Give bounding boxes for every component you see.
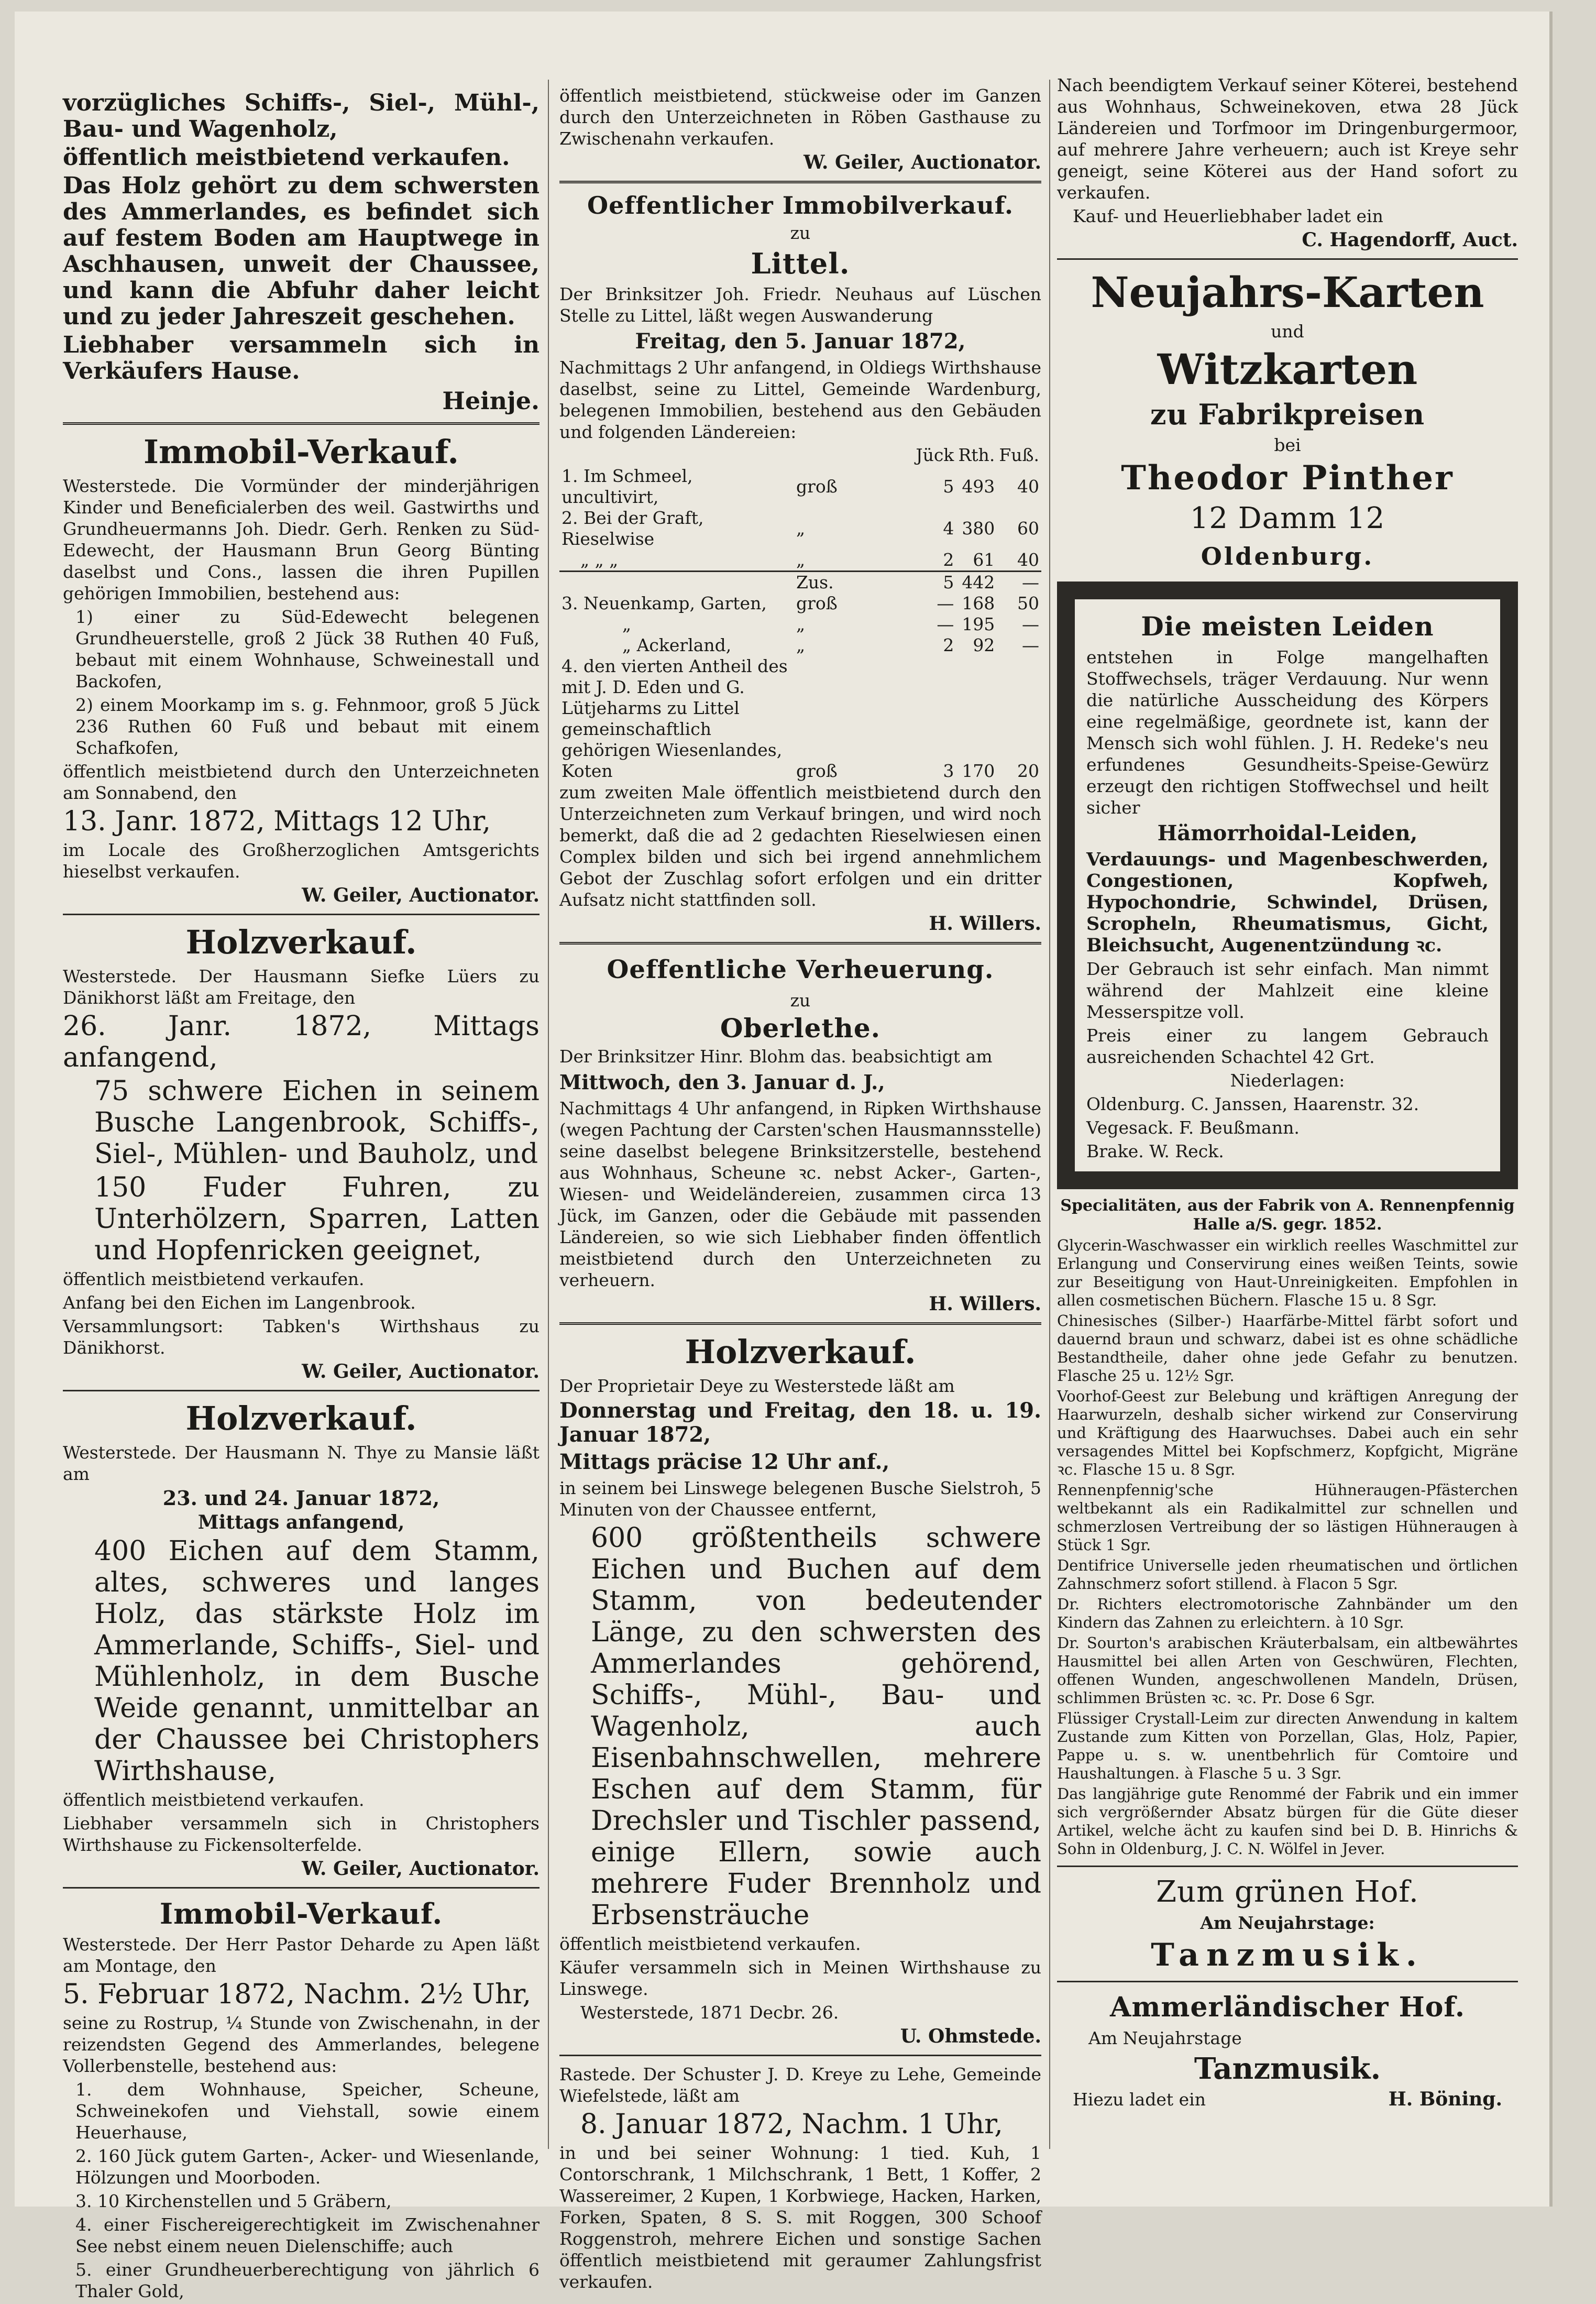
signature: H. Böning. [1388,2088,1502,2110]
ad-time: Mittags anfangend, [197,1511,405,1533]
divider [63,1887,540,1889]
divider [1057,1981,1518,1982]
table-cell: groß [796,761,838,781]
table-cell: 170 [962,761,995,781]
table-header-cell: Jück [916,445,954,465]
venue-footer [1057,2089,1518,2112]
ad-body: Westerstede. Die Vormünder der minderjährigen Kinder und Beneficialerben des weil. Gastwirths und Grundheuermanns Joh. Diedr. Gerh. Renken zu Süd-Edewecht, der Hausmann Brun Georg Bünting daselbst und Cons., lassen die ihren Pupillen gehörigen Immobilien, bestehend aus: [63,476,540,604]
ad-body: zum zweiten Male öffentlich meistbietend durch den Unterzeichneten zum Verkauf bringen, und wird noch bemerkt, daß die ad 2 gedachten Rieselwiesen einen Complex bilden und sich bei irgend annehmlichem Gebot der Zuschlag sofort erfolgen und ein dritter Aufsatz nicht stattfinden soll. [559,782,1041,910]
ad-body: Niederlagen: [1230,1070,1345,1091]
signature: Heinje. [442,387,540,415]
ad-text: 600 größtentheils schwere Eichen und Buchen auf dem Stamm, von bedeutender Länge, zu den schwersten des Ammerlandes gehörend, Schiffs-, Mühl-, Bau- und Wagenholz, auch Eisenbahnschwellen, mehrere Eschen auf dem Stamm, für Drechsler und Tischler passend, einige Ellern, sowie auch mehrere Fuder Brennholz und Erbsensträuche [591,1522,1041,1931]
ad-body: Westerstede. Der Herr Pastor Deharde zu Apen läßt am Montage, den [63,1934,540,1976]
ad-body: öffentlich meistbietend, stückweise oder im Ganzen durch den Unterzeichneten in Röben Gasthause zu Zwischenahn verkaufen. [559,85,1041,149]
ad-zu: zu [790,990,811,1011]
table-cell: — [937,614,954,634]
ad-body: öffentlich meistbietend verkaufen. [63,1269,365,1289]
divider [559,942,1041,945]
ad-body: Verdauungs- und Magenbeschwerden, Congestionen, Kopfweh, Hypochondrie, Schwindel, Drüsen, Scropheln, Rheumatismus, Gicht, Bleichsucht, Augenentzündung ꝛc. [1086,849,1489,956]
intro-line: vorzügliches Schiffs-, Siel-, Mühl-, Bau- und Wagenholz, [63,90,540,142]
divider [559,181,1041,183]
ad-item: 2. 160 Jück gutem Garten-, Acker- und Wiesenlande, Hölzungen und Moorboden. [75,2146,540,2188]
ad-line: 150 Fuder Fuhren, zu Unterhölzern, Sparren, Latten und Hopfenricken geeignet, [94,1172,540,1266]
ad-body: entstehen in Folge mangelhaften Stoffwechsels, träger Verdauung. Nur wenn die natürliche Ausscheidung des Körpers eine regelmäßige, geordnete ist, kann der Mensch sich wohl fühlen. J. H. Redeke's neu erfundenes Gesundheits-Speise-Gewürz erzeugt den richtigen Stoffwechsel und heilt sicher [1086,647,1489,818]
ad-date: Mittwoch, den 3. Januar d. J., [559,1070,885,1094]
ad-body: Nachmittags 4 Uhr anfangend, in Ripken Wirthshause (wegen Pachtung der Carsten'schen Hausmannsstelle) seine daselbst belegene Brinksitzerstelle, bestehend aus Wohnhaus, Scheune ꝛc. nebst Acker-, Garten-, Wiesen- und Weideländereien, zusammen circa 13 Jück, im Ganzen, oder die Gebäude mit passenden Ländereien, so wie sich Liebhaber finden öffentlich meistbietend durch den Unterzeichneten zu verheuern. [559,1098,1041,1290]
ad-body: Der Gebrauch ist sehr einfach. Man nimmt während der Mahlzeit eine kleine Messerspitze voll. [1086,959,1489,1022]
column-1 [63,90,540,2304]
table-row [559,550,1041,572]
divider [63,914,540,915]
table-row [559,635,1041,656]
cards-prices: zu Fabrikpreisen [1150,398,1425,431]
table-cell: Zus. [796,572,834,593]
table-cell: „ [796,635,806,655]
divider [1057,1866,1518,1867]
table-cell: 61 [973,550,995,570]
table-cell: 2. Bei der Graft, Rieselwise [562,508,704,549]
table-cell: „ „ „ [580,550,619,570]
spec-item: Flüssiger Crystall-Leim zur directen Anwendung in kaltem Zustande zum Kitten von Porzellan, Glas, Holz, Papier, Pappe u. s. w. unentbehrlich für Comtoire und Haushaltungen. à Flasche 5 u. 3 Sgr. [1057,1709,1518,1782]
signature: C. Hagendorff, Auct. [1302,229,1518,251]
table-cell: „ [622,614,632,634]
table-cell: 3. Neuenkamp, Garten, [562,593,767,613]
ad-body: Nach beendigtem Verkauf seiner Köterei, bestehend aus Wohnhaus, Schweinekoven, etwa 28 Jück Ländereien und Torfmoor im Dringenburgermoor, auf mehrere Jahre verheuern; auch ist Kreye sehr geneigt, seine Köterei aus der Hand sofort zu verkaufen. [1057,75,1518,203]
ad-date: 26. Janr. 1872, Mittags anfangend, [63,1011,540,1073]
table-cell: 3 [943,761,954,781]
ad-title: Holzverkauf. [685,1333,916,1371]
table-cell: 5 [943,476,954,497]
ad-body: öffentlich meistbietend durch den Unterzeichneten am Sonnabend, den [63,761,540,803]
ad-item: 2) einem Moorkamp im s. g. Fehnmoor, groß 5 Jück 236 Ruthen 60 Fuß und bebaut mit einem Schafkofen, [75,695,540,758]
signature: W. Geiler, Auctionator. [302,1361,540,1383]
table-cell: 442 [962,572,995,593]
ad-body: Anfang bei den Eichen im Langenbrook. [63,1292,416,1313]
ad-time: Mittags präcise 12 Uhr anf., [559,1450,890,1474]
ad-date: Donnerstag und Freitag, den 18. u. 19. Januar 1872, [559,1398,1041,1447]
ad-body: Preis einer zu langem Gebrauch ausreichenden Schachtel 42 Grt. [1086,1025,1489,1067]
ad-date: 5. Februar 1872, Nachm. 2½ Uhr, [63,1979,532,2010]
divider [559,2055,1041,2056]
ad-body: Liebhaber versammeln sich in Christophers Wirthshause zu Fickensolterfelde. [63,1813,540,1855]
table-cell: 4 [943,518,954,539]
ad-body: in seinem bei Linswege belegenen Busche Sielstroh, 5 Minuten von der Chaussee entfernt, [559,1478,1041,1520]
table-row [559,656,1041,782]
table-cell: 2 [943,550,954,570]
ad-body: Westerstede. Der Hausmann N. Thye zu Mansie läßt am [63,1442,540,1484]
table-cell [559,572,794,594]
table-row [559,614,1041,635]
table-cell: — [1022,614,1039,634]
land-table [559,445,1041,782]
cards-company: Theodor Pinther [1121,458,1454,498]
spec-item: Voorhof-Geest zur Belebung und kräftigen Anregung der Haarwurzeln, deshalb sicher wirkend zur Conservirung und Kräftigung des Haarwuchses. Dabei auch ein sehr versagendes Mittel bei Kopfschmerz, Kopfgicht, Migräne ꝛc. Flasche 15 u. 8 Sgr. [1057,1387,1518,1478]
divider [63,1390,540,1391]
divider [1057,258,1518,260]
table-row [559,593,1041,614]
ad-item: 1. dem Wohnhause, Speicher, Scheune, Schweinekofen und Viehstall, sowie einem Heuerhause, [75,2079,540,2143]
table-cell: 50 [1017,593,1039,613]
ad-place: Oberlethe. [720,1013,881,1044]
column-divider [1049,80,1050,2149]
intro-line: Das Holz gehört zu dem schwersten des Ammerlandes, es befindet sich auf festem Boden am Hauptwege in Aschhausen, unweit der Chaussee, und kann die Abfuhr daher leicht und zu jeder Jahreszeit geschehen. [63,172,540,330]
column-2 [559,85,1041,2295]
signature: H. Willers. [929,913,1041,935]
ad-highlight: Hämorrhoidal-Leiden, [1157,821,1418,846]
table-cell: 5 [943,572,954,593]
table-cell: 20 [1017,761,1039,781]
ad-body: öffentlich meistbietend verkaufen. [63,1790,365,1810]
ad-title: Holzverkauf. [185,923,417,961]
table-cell: groß [796,593,838,613]
ad-body: öffentlich meistbietend verkaufen. [559,1934,861,1954]
ad-title: Oeffentlicher Immobilverkauf. [587,191,1014,220]
ad-outlet: Brake. W. Reck. [1086,1141,1224,1161]
ad-zu: zu [790,223,811,243]
spec-item: Dr. Richters electromotorische Zahnbänder um den Kindern das Zahnen zu erleichtern. à 10 Sgr. [1057,1595,1518,1631]
table-cell: 1. Im Schmeel, uncultivirt, [562,466,693,507]
signature: W. Geiler, Auctionator. [803,151,1041,173]
table-cell: 380 [962,518,995,539]
ad-body: in und bei seiner Wohnung: 1 tied. Kuh, 1 Contorschrank, 1 Milchschrank, 1 Bett, 1 Koffer, 2 Wassereimer, 2 Kupen, 1 Korbwiege, Hacken, Harken, Forken, Spaten, 8 S. S. mit Roggen, 300 Schoof Roggenstroh, mehrere Eichen und sonstige Sachen öffentlich meistbietend mit geraumer Zahlungsfrist verkaufen. [559,2143,1041,2292]
ad-body: Der Brinksitzer Joh. Friedr. Neuhaus auf Lüschen Stelle zu Littel, läßt wegen Auswanderung [559,284,1041,326]
ad-body: Käufer versammeln sich in Meinen Wirthshause zu Linswege. [559,1957,1041,1999]
venue-title: Ammerländischer Hof. [1110,1991,1465,2023]
cards-und: und [1271,321,1304,342]
table-cell: — [937,593,954,613]
ad-title: Die meisten Leiden [1141,611,1434,642]
ad-item: 3. 10 Kirchenstellen und 5 Gräbern, [75,2191,392,2211]
spec-item: Glycerin-Waschwasser ein wirklich reelles Waschmittel zur Erlangung und Conservirung eines weißen Teints, sowie zur Beseitigung von Haut-Unreinigkeiten. Empfohlen in allen cosmetischen Büchern. Flasche 15 u. 8 Sgr. [1057,1236,1518,1309]
ad-body: Nachmittags 2 Uhr anfangend, in Oldiegs Wirthshause daselbst, seine zu Littel, Gemeinde Wardenburg, belegenen Immobilien, bestehend aus den Gebäuden und folgenden Ländereien: [559,357,1041,442]
table-cell: 168 [962,593,995,613]
table-cell: „ Ackerland, [622,635,732,655]
table-cell: 40 [1017,476,1039,497]
table-cell: 4. den vierten Antheil des mit J. D. Eden und G. Lütjeharms zu Littel gemeinschaftlich gehörigen Wiesenlandes, Koten [562,656,788,781]
ad-date: 13. Janr. 1872, Mittags 12 Uhr, [63,806,491,837]
ad-body: Der Brinksitzer Hinr. Blohm das. beabsichtigt am [559,1046,993,1067]
cards-title: Neujahrs-Karten [1091,268,1484,317]
spec-item: Chinesisches (Silber-) Haarfärbe-Mittel färbt sofort und dauernd braun und schwarz, dabei ist es ohne schädliche Bestandtheile, daher ohne jede Gefahr zu benutzen. Flasche 25 u. 12½ Sgr. [1057,1312,1518,1385]
signature: W. Geiler, Auctionator. [302,1858,540,1880]
ad-outlet: Vegesack. F. Beußmann. [1086,1117,1300,1138]
ad-title: Immobil-Verkauf. [143,433,459,471]
venue-event: Tanzmusik. [1151,1937,1424,1973]
ad-title: Oeffentliche Verheuerung. [607,955,994,984]
ad-item: 1) einer zu Süd-Edewecht belegenen Grundheuerstelle, groß 2 Jück 38 Ruthen 40 Fuß, bebaut mit einem Wohnhause, Schweinestall und Backofen, [75,607,540,692]
table-cell: „ [796,550,806,570]
table-header-cell: Rth. [958,445,995,465]
divider [559,1322,1041,1325]
ad-outlet: Oldenburg. C. Janssen, Haarenstr. 32. [1086,1094,1419,1114]
intro-line: öffentlich meistbietend verkaufen. [63,144,510,171]
signature: W. Geiler, Auctionator. [302,884,540,906]
spec-tail: Das langjährige gute Renommé der Fabrik und ein immer sich vergrößernder Absatz bürgen für die Güte dieser Artikel, welche ächt zu kaufen sind bei D. B. Hinrichs & Sohn in Oldenburg, J. C. N. Wölfel in Jever. [1057,1785,1518,1858]
remedy-ad-box [1057,582,1518,1189]
ad-body: Kauf- und Heuerliebhaber ladet ein [1073,206,1383,226]
spec-item: Rennenpfennig'sche Hühneraugen-Pfästerchen weltbekannt als ein Radikalmittel zur schnellen und schmerzlosen Vertreibung der so lästigen Hühneraugen à Stück 1 Sgr. [1057,1481,1518,1554]
ad-body: Rastede. Der Schuster J. D. Kreye zu Lehe, Gemeinde Wiefelstede, läßt am [559,2064,1041,2106]
venue-sub: Am Neujahrstage: [1200,1913,1375,1933]
table-cell: 60 [1017,518,1039,539]
venue-sub: Am Neujahrstage [1088,2028,1242,2048]
spec-item: Dentifrice Universelle jeden rheumatischen und örtlichen Zahnschmerz sofort stillend. à Flacon 5 Sgr. [1057,1556,1518,1593]
ad-date: 8. Januar 1872, Nachm. 1 Uhr, [580,2109,1003,2140]
ad-body: Versammlungsort: Tabken's Wirthshaus zu Dänikhorst. [63,1316,540,1358]
venue-invite: Hiezu ladet ein [1073,2089,1206,2110]
ad-title: Holzverkauf. [185,1399,417,1438]
ad-item: 4. einer Fischereigerechtigkeit im Zwischenahner See nebst einem neuen Dielenschiffe; auch [75,2214,540,2256]
ad-title: Immobil-Verkauf. [159,1897,443,1930]
table-cell: 2 [943,635,954,655]
newspaper-page [15,12,1553,2301]
column-3 [1057,74,1518,2112]
table-cell: 92 [973,635,995,655]
ad-date: Freitag, den 5. Januar 1872, [635,329,966,354]
cards-address: 12 Damm 12 [1190,501,1385,535]
spec-head: Specialitäten, aus der Fabrik von A. Rennenpfennig Halle a/S. gegr. 1852. [1060,1197,1515,1234]
signature: H. Willers. [929,1293,1041,1315]
table-cell: — [1022,572,1039,593]
ad-text: 400 Eichen auf dem Stamm, altes, schweres und langes Holz, das stärkste Holz im Ammerlande, Schiffs-, Siel- und Mühlenholz, in dem Busche Weide genannt, unmittelbar an der Chaussee bei Christophers Wirthshause, [94,1535,540,1787]
ad-date: 23. und 24. Januar 1872, [162,1486,440,1510]
ad-body: Westerstede. Der Hausmann Siefke Lüers zu Dänikhorst läßt am Freitage, den [63,966,540,1008]
venue-title: Zum grünen Hof. [1156,1875,1419,1909]
ad-place: Littel. [751,247,850,280]
ad-dateline: Westerstede, 1871 Decbr. 26. [580,2002,839,2023]
cards-title-2: Witzkarten [1157,345,1418,394]
venue-event: Tanzmusik. [1194,2051,1381,2086]
table-cell: 195 [962,614,995,634]
intro-line: Liebhaber versammeln sich in Verkäufers Hause. [63,332,540,385]
column-divider [548,80,549,2149]
ad-body: seine zu Rostrup, ¼ Stunde von Zwischenahn, in der reizendsten Gegend des Ammerlandes, belegene Vollerbenstelle, bestehend aus: [63,2013,540,2076]
divider [63,422,540,425]
ad-body: Der Proprietair Deye zu Westerstede läßt am [559,1376,955,1396]
table-cell: — [1022,635,1039,655]
table-header [559,445,1041,466]
table-cell: 40 [1017,550,1039,570]
signature: U. Ohmstede. [900,2025,1041,2047]
ad-item: 5. einer Grundheuerberechtigung von jährlich 6 Thaler Gold, [75,2259,540,2301]
table-cell: groß [796,476,838,497]
table-header-cell [559,445,794,466]
ad-body: im Locale des Großherzoglichen Amtsgerichts hieselbst verkaufen. [63,840,540,882]
table-row [559,466,1041,508]
table-cell: 493 [962,476,995,497]
table-header-cell [794,445,913,466]
table-row [559,572,1041,594]
table-row [559,508,1041,550]
table-header-cell: Fuß. [999,445,1039,465]
table-cell: „ [796,614,806,634]
table-cell: „ [796,518,806,539]
ad-line: 75 schwere Eichen in seinem Busche Langenbrook, Schiffs-, Siel-, Mühlen- und Bauholz, und [94,1076,540,1170]
spec-item: Dr. Sourton's arabischen Kräuterbalsam, ein altbewährtes Hausmittel bei allen Arten von Geschwüren, Flechten, offenen Wunden, angeschwollenen Mandeln, Drüsen, schlimmen Brüsten ꝛc. ꝛc. Pr. Dose 6 Sgr. [1057,1634,1518,1707]
cards-bei: bei [1274,435,1301,455]
cards-city: Oldenburg. [1201,542,1374,570]
